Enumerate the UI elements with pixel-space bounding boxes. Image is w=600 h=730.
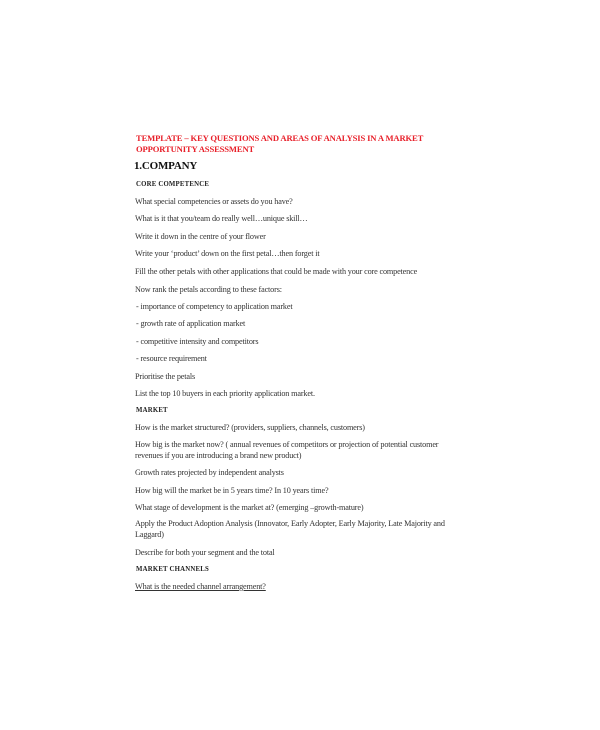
factor-item: - competitive intensity and competitors	[136, 337, 259, 346]
body-line: How big will the market be in 5 years time? In 10 years time?	[135, 486, 329, 495]
body-line: Write your ‘product’ down on the first petal…then forget it	[135, 249, 320, 258]
body-line: Now rank the petals according to these factors:	[135, 285, 282, 294]
body-line: Describe for both your segment and the total	[135, 548, 275, 557]
section-heading-company: 1.COMPANY	[134, 160, 198, 172]
factor-item: - growth rate of application market	[136, 319, 246, 328]
body-line: How is the market structured? (providers, suppliers, channels, customers)	[135, 423, 365, 432]
subheading-market-channels: MARKET CHANNELS	[136, 566, 209, 573]
body-line: How big is the market now? ( annual revenues of competitors or projection of potential customer revenues if you are introducing a brand new product)	[135, 440, 439, 460]
body-line: Apply the Product Adoption Analysis (Innovator, Early Adopter, Early Majority, Late Majority and Laggard)	[135, 519, 445, 539]
factor-item: - resource requirement	[136, 354, 207, 363]
factor-item: - importance of competency to application market	[136, 302, 293, 311]
body-line: What is the needed channel arrangement?	[135, 582, 266, 591]
body-line: What is it that you/team do really well…unique skill…	[135, 214, 308, 223]
subheading-core-competence: CORE COMPETENCE	[136, 181, 210, 188]
body-line: List the top 10 buyers in each priority application market.	[135, 389, 315, 398]
subheading-market: MARKET	[136, 407, 168, 414]
body-line: What special competencies or assets do you have?	[135, 197, 293, 206]
body-line: What stage of development is the market at? (emerging –growth-mature)	[135, 503, 364, 512]
body-line: Fill the other petals with other applications that could be made with your core competence	[135, 267, 418, 276]
body-line: Prioritise the petals	[135, 372, 196, 381]
document-title: TEMPLATE – KEY QUESTIONS AND AREAS OF ANALYSIS IN A MARKET OPPORTUNITY ASSESSMENT	[136, 133, 424, 155]
body-line: Growth rates projected by independent analysts	[135, 468, 284, 477]
body-line: Write it down in the centre of your flower	[135, 232, 266, 241]
